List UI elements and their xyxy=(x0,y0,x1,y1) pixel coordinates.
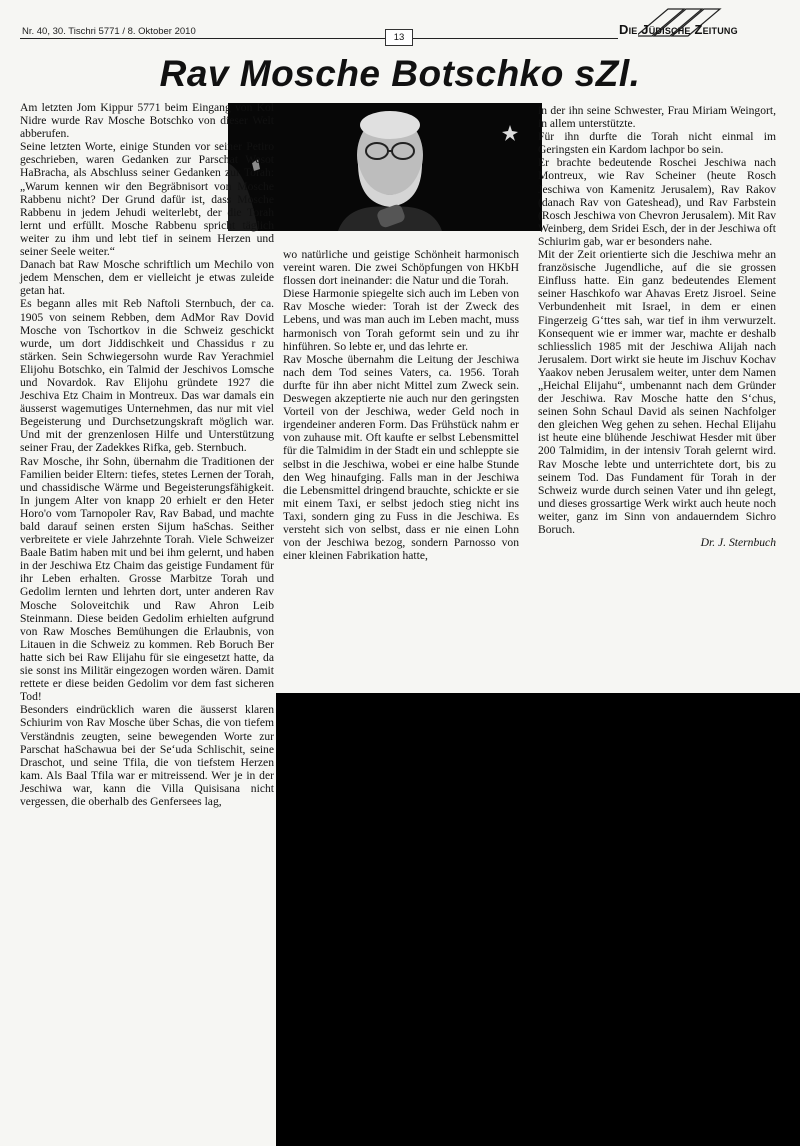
article-column-2 xyxy=(283,248,519,683)
portrait-photo-icon xyxy=(228,103,542,231)
header-rule xyxy=(20,38,618,39)
paragraph: Besonders eindrücklich waren die äusserst klaren Schiurim von Rav Mosche über Schas, die von tiefem Verständnis zeugten, seine bewegenden Worte zur Parschat haSchawua bei der Se‘uda Schlischit, seine Draschot, und seine Tfila, die von tiefstem Herzen kam. Als Baal Tfila war er mitreissend. Wer je in der Jeschiwa war, kann die Villa Quisisana nicht vergessen, die oberhalb des Genfersees lag, xyxy=(20,703,274,808)
portrait-photo xyxy=(228,103,542,231)
article-title: Rav Mosche Botschko sZl. xyxy=(159,53,641,94)
paragraph: wo natürliche und geistige Schönheit harmonisch vereint waren. Die zwei Schöpfungen von HKbH flossen dort ineinander: die Natur und die Torah. xyxy=(283,248,519,288)
paragraph: Rav Mosche übernahm die Leitung der Jeschiwa nach dem Tod seines Vaters, ca. 1956. Torah durfte für ihn aber nicht Mittel zum Zweck sein. Deswegen akzeptierte nie auch nur den geringsten Vorteil von der Jeschiwa, weder Geld noch in irgendeiner anderen Form. Das Frühstück nahm er von zuhause mit. Oft kaufte er selbst Lebensmittel für die Talmidim in der Stadt ein und schleppte sie selbst in die Jeschiwa, wobei er eine halbe Stunde den Weg hinaufging. Falls man in der Jeschiwa die Lebensmittel dringend brauchte, schickte er sie mit einem Taxi, er selbst jedoch stieg nicht ins Taxi, sondern ging zu Fuss in die Jeschiwa. Es versteht sich von selbst, dass er nie einen Lohn von der Jeschiwa bezog, sondern Parnosso von einer kleinen Fabrikation hatte, xyxy=(283,352,519,563)
article-column-1 xyxy=(20,101,274,1131)
author-signature: Dr. J. Sternbuch xyxy=(700,536,776,550)
header-issue-info: Nr. 40, 30. Tischri 5771 / 8. Oktober 2010 xyxy=(22,26,196,37)
paragraph: Für ihn durfte die Torah nicht einmal im Geringsten ein Kardom lachpor bo sein. xyxy=(538,130,776,157)
paragraph: Mit der Zeit orientierte sich die Jeschiwa mehr an französische Jugendliche, auf die sie grossen Einfluss hatte. Ein ganz bedeutendes Element seiner Haschkofo war Ahavas Eretz Jisroel. Seine Verbundenheit mit Israel, in dem er einen Fingerzeig G‘ttes sah, war tief in ihm verwurzelt. Konsequent wie er immer war, machte er deshalb schliesslich 1985 mit der Jeschiwa Alijah nach Jerusalem. Dort wirkt sie heute im Jischuv Kochav Yaakov neben Jerusalem weiter, unter dem Namen „Heichal Elijahu“, umbenannt nach dem Gründer der Jeschiwa. Rav Mosche hatte den S‘chus, seinen Sohn Schaul David als seinen Nachfolger den gleichen Weg gehen zu sehen. Hechal Elijahu ist heute eine blühende Jeschiwat Hesder mit über 200 Talmidim, in der intensiv Torah gelernt wird. Rav Mosche lebte und unterrichtete dort, bis zu seinem Tod. Das Fundament für Torah in der Schweiz wurde durch seinen Vater und ihn gelegt, und dieses grossartige Werk wirkt auch heute noch weiter, ganz im Sinn von andauerndem Sichro Boruch. xyxy=(538,248,776,536)
paragraph: Es begann alles mit Reb Naftoli Sternbuch, der ca. 1905 von seinem Rebben, dem AdMor Rav Dovid Mosche von Tschortkov in die Schweiz geschickt wurde, um dort Jiddischkeit und Chassidus r zu stärken. Sein Schwiegersohn wurde Rav Yerachmiel Elijohu Botschko, ein Talmid der Jeschivos Lomsche und Novardok. Rav Elijohu gründete 1927 die Jeschiva Etz Chaim in Montreux. Das war damals ein äusserst wagemutiges Unternehmen, das nur mit viel Begeisterung und Durchsetzungskraft möglich war. Und mit der grenzenlosen Hilfe und Unterstützung seiner Frau, der Zadekkes Rifka, geb. Sternbuch. xyxy=(20,297,274,455)
page-number: 13 xyxy=(385,29,413,46)
paragraph: in der ihn seine Schwester, Frau Miriam Weingort, in allem unterstützte. xyxy=(538,104,776,131)
redacted-block xyxy=(276,693,800,1146)
newspaper-name: Die Jüdische Zeitung xyxy=(619,22,738,37)
paragraph: Danach bat Raw Mosche schriftlich um Mechilo von jedem Menschen, dem er vielleicht je etwas zuleide getan hat. xyxy=(20,258,274,298)
paragraph: Er brachte bedeutende Roschei Jeschiwa nach Montreux, wie Rav Scheiner (heute Rosch Jeschiwa von Kamenitz Jerusalem), Rav Rakov (danach Rav von Gateshead), und Rav Farbstein (Rosch Jeschiwa von Chevron Jerusalem). Mit Rav Weinberg, dem Sridei Esch, der in der Jeschiwa oft Schiurim gab, war er besonders nahe. xyxy=(538,156,776,248)
paragraph: Am letzten Jom Kippur 5771 beim Eingang von Kol Nidre wurde Rav Mosche Botschko von dieser Welt abberufen. xyxy=(20,101,274,141)
paragraph: Diese Harmonie spiegelte sich auch im Leben von Rav Mosche wieder: Torah ist der Zweck des Lebens, und was man auch im Leben macht, muss harmonisch von Torah geformt sein und zu ihr hinführen. So lebte er, und das lehrte er. xyxy=(283,287,519,353)
paragraph: Rav Mosche, ihr Sohn, übernahm die Traditionen der Familien beider Eltern: tiefes, stetes Lernen der Torah, und chassidische Wärme und Begeisterungsfähigkeit. In jungem Alter von knapp 20 erhielt er den Heter Horo'o vom Tarnopoler Rav, Rav Babad, und machte bald darauf seinen ersten Sijum haSchas. Seither verbreitete er viele Jahrzehnte Torah. Viele Schweizer Baale Batim haben mit und bei ihm gelernt, und haben in der Jeschiwa Etz Chaim das geistige Fundament für ihr Leben erhalten. Grosse Marbitze Torah und Gedolim lernten und lehrten dort, unter anderen Rav Mosche Soloveitchik und Raw Ahron Leib Steinmann. Diese beiden Gedolim erhielten aufgrund von Raw Mosches Bemühungen die Erlaubnis, von Litauen in die Schweiz zu kommen. Reb Boruch Ber hatte sich bei Raw Elijahu für sie eingesetzt hatte, da sie sonst ins Militär eingezogen worden wären. Damit rettete er diese beiden Gedolim vor dem fast sicheren Tod! xyxy=(20,454,274,704)
article-column-3 xyxy=(538,104,776,684)
paragraph: Seine letzten Worte, einige Stunden vor seiner Petiro geschrieben, waren Gedanken zur Parschat Wesot HaBracha, als Abschluss seiner Gedanken zur Torah: „Warum kennen wir den Begräbnisort von Mosche Rabbenu nicht? Der Grund dafür ist, dass Mosche Rabbenu in jedem Jehudi weiterlebt, der die Torah lernt und erfüllt. Mosche Rabbenu spricht täglich weiter zu ihm und lebt tief in seinem Herzen und seiner Seele weiter.“ xyxy=(20,140,274,259)
